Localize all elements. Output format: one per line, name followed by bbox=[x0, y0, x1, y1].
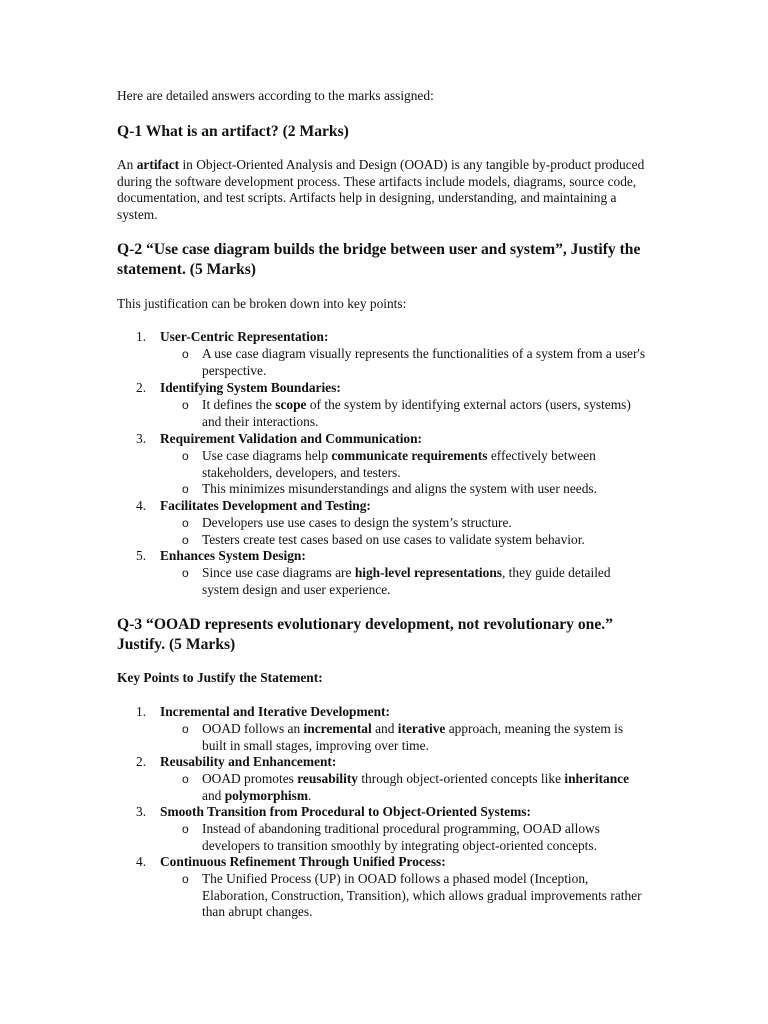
q1-heading: Q-1 What is an artifact? (2 Marks) bbox=[117, 123, 349, 140]
item-title: Incremental and Iterative Development: bbox=[160, 704, 390, 719]
item-title: Enhances System Design: bbox=[160, 548, 306, 563]
q2-item-1 bbox=[136, 329, 656, 346]
item-title: Identifying System Boundaries: bbox=[160, 380, 341, 395]
item-number: 5. bbox=[136, 548, 147, 563]
q2-heading: Q-2 “Use case diagram builds the bridge between user and system”, Justify the statement. (5 Marks) bbox=[117, 241, 641, 278]
item-title: Reusability and Enhancement: bbox=[160, 754, 337, 769]
q2-item-3-bullet-2 bbox=[182, 481, 650, 498]
bullet-text-bold: incremental bbox=[303, 721, 372, 736]
bullet-icon: o bbox=[182, 398, 189, 412]
q2-item-3-bullet-1 bbox=[182, 448, 650, 481]
item-number: 4. bbox=[136, 854, 147, 869]
q2-item-4-bullet-2 bbox=[182, 532, 650, 549]
bullet-text-part: of the system by identifying external actors (users, systems) and their interactions. bbox=[202, 397, 631, 429]
bullet-text: A use case diagram visually represents the functionalities of a system from a user's perspective. bbox=[202, 346, 646, 378]
bullet-text-bold: scope bbox=[275, 397, 307, 412]
bullet-text-bold: polymorphism bbox=[224, 787, 309, 803]
bullet-text bbox=[202, 771, 650, 804]
q2-item-1-bullet-1 bbox=[182, 346, 650, 379]
q3-item-4-bullet-1 bbox=[182, 871, 650, 921]
bullet-text-bold: reusability bbox=[297, 771, 358, 786]
bullet-text-part: OOAD promotes bbox=[202, 771, 298, 786]
bullet-icon: o bbox=[182, 516, 189, 530]
bullet-text: Instead of abandoning traditional procedural programming, OOAD allows developers to transition smoothly by integrating object-oriented concepts. bbox=[202, 821, 600, 853]
q2-item-5-bullet-1 bbox=[182, 565, 650, 598]
bullet-icon: o bbox=[182, 533, 189, 547]
bullet-icon: o bbox=[182, 482, 189, 496]
bullet-icon: o bbox=[182, 722, 189, 736]
bullet-icon: o bbox=[182, 566, 189, 580]
bullet-text-bold: high-level representations bbox=[354, 565, 502, 580]
bullet-icon: o bbox=[182, 772, 189, 786]
bullet-text-part: Since use case diagrams are bbox=[202, 565, 355, 580]
bullet-icon: o bbox=[182, 822, 189, 836]
q2-item-2 bbox=[136, 380, 656, 397]
item-number: 3. bbox=[136, 431, 147, 446]
q3-item-3 bbox=[136, 804, 656, 821]
q2-item-4 bbox=[136, 498, 656, 515]
bullet-text: The Unified Process (UP) in OOAD follows a phased model (Inception, Elaboration, Construction, Transition), which allows gradual improvements rather than abrupt changes. bbox=[202, 871, 642, 920]
bullet-text-part: OOAD follows an bbox=[202, 721, 304, 736]
item-title: Facilitates Development and Testing: bbox=[160, 498, 371, 513]
bullet-text-part: approach, meaning the system is built in small stages, improving over time. bbox=[202, 721, 624, 753]
item-number: 2. bbox=[136, 754, 147, 769]
bullet-text: This minimizes misunderstandings and aligns the system with user needs. bbox=[202, 481, 597, 496]
bullet-icon: o bbox=[182, 347, 189, 361]
item-number: 4. bbox=[136, 498, 147, 513]
bullet-text: Developers use use cases to design the system’s structure. bbox=[202, 515, 512, 530]
q1-body-text: in Object-Oriented Analysis and Design (OOAD) is any tangible by-product produced during the software development process. These artifacts include models, diagrams, source code, documentation, and test scripts. Artifacts help in designing, understanding, and maintaining a system. bbox=[117, 157, 645, 222]
bullet-text bbox=[202, 397, 650, 430]
q3-item-4 bbox=[136, 854, 656, 871]
q3-item-2 bbox=[136, 754, 656, 771]
q2-item-5 bbox=[136, 548, 656, 565]
q2-lead: This justification can be broken down into key points: bbox=[117, 296, 407, 311]
bullet-text bbox=[202, 721, 650, 754]
q3-item-1 bbox=[136, 704, 656, 721]
q3-item-3-bullet-1 bbox=[182, 821, 650, 854]
bullet-text-part: through object-oriented concepts like bbox=[357, 771, 565, 786]
item-title: Requirement Validation and Communication: bbox=[160, 431, 423, 446]
bullet-text-part: and bbox=[371, 721, 398, 736]
q3-item-1-bullet-1 bbox=[182, 721, 650, 754]
item-title: Smooth Transition from Procedural to Object-Oriented Systems: bbox=[160, 804, 531, 819]
bullet-text-bold: iterative bbox=[397, 721, 446, 736]
intro-text: Here are detailed answers according to the marks assigned: bbox=[117, 88, 434, 103]
bullet-text-bold: inheritance bbox=[564, 771, 630, 786]
q3-item-2-bullet-1 bbox=[182, 771, 650, 804]
bullet-text-part: and bbox=[202, 787, 225, 803]
q1-body-text: An bbox=[117, 157, 137, 172]
item-number: 2. bbox=[136, 380, 147, 395]
bullet-text-part: , they guide detailed system design and user experience. bbox=[202, 565, 611, 597]
bullet-icon: o bbox=[182, 872, 189, 886]
item-number: 3. bbox=[136, 804, 147, 819]
bullet-icon: o bbox=[182, 449, 189, 463]
q3-heading: Q-3 “OOAD represents evolutionary development, not revolutionary one.” Justify. (5 Marks) bbox=[117, 616, 613, 653]
bullet-text-part: effectively between stakeholders, developers, and testers. bbox=[202, 448, 596, 480]
q2-item-2-bullet-1 bbox=[182, 397, 650, 430]
item-number: 1. bbox=[136, 329, 147, 344]
q3-subheading: Key Points to Justify the Statement: bbox=[117, 670, 323, 685]
bullet-text-part: It defines the bbox=[202, 397, 276, 412]
bullet-text-part: . bbox=[308, 787, 312, 803]
bullet-text: Testers create test cases based on use cases to validate system behavior. bbox=[202, 532, 585, 547]
item-title: User-Centric Representation: bbox=[160, 329, 329, 344]
q2-item-4-bullet-1 bbox=[182, 515, 650, 532]
bullet-text bbox=[202, 448, 650, 481]
bullet-text-bold: communicate requirements bbox=[331, 448, 488, 463]
item-number: 1. bbox=[136, 704, 147, 719]
item-title: Continuous Refinement Through Unified Process: bbox=[160, 854, 446, 869]
bullet-text bbox=[202, 565, 650, 598]
q1-body-bold: artifact bbox=[136, 157, 180, 172]
q1-body bbox=[117, 157, 657, 223]
q2-item-3 bbox=[136, 431, 656, 448]
bullet-text-part: Use case diagrams help bbox=[202, 448, 332, 463]
